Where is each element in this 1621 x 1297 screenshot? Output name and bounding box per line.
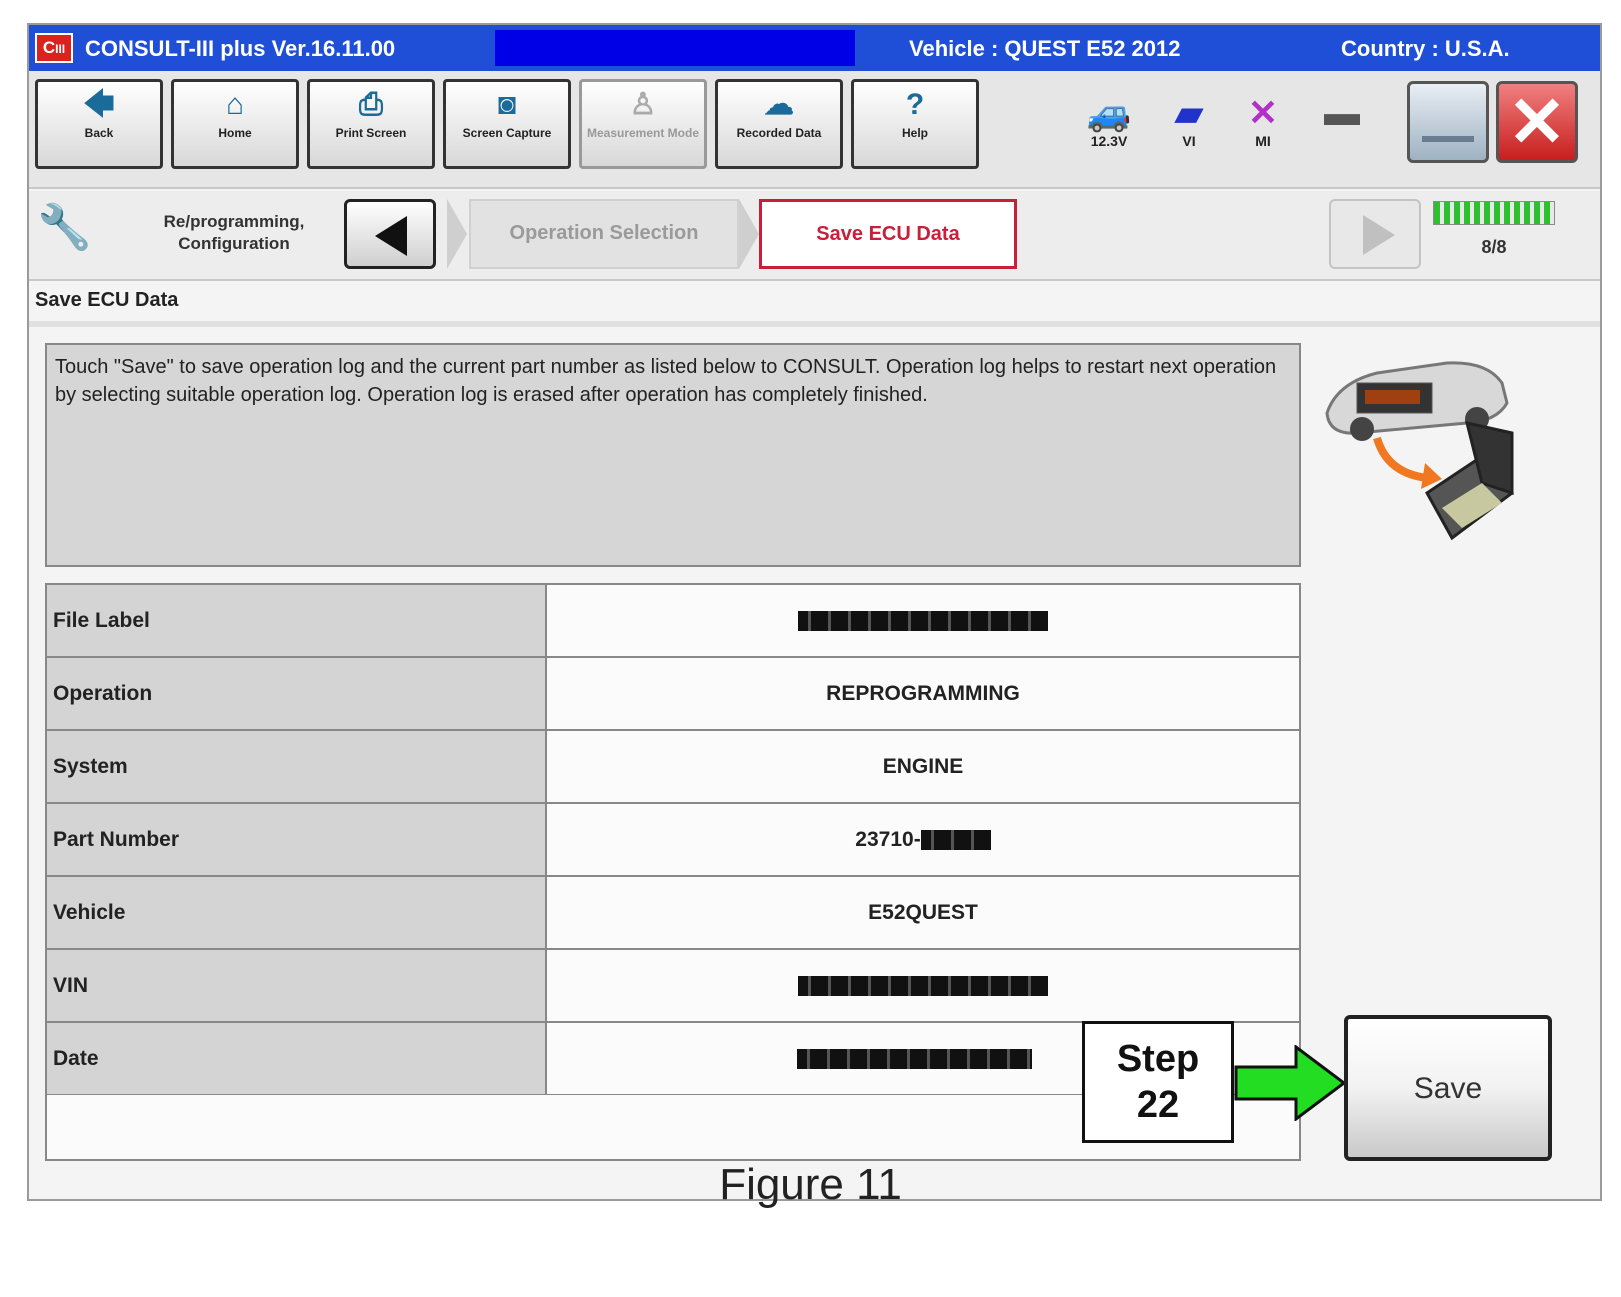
nav-next-button[interactable] (1329, 199, 1421, 269)
table-row (46, 657, 1300, 730)
breadcrumb-separator (447, 199, 467, 269)
row-label-file-label: File Label (46, 584, 546, 657)
step-callout-line2: 22 (1136, 1084, 1180, 1126)
home-icon: ⌂ (225, 88, 245, 121)
step-callout-line1: Step (1116, 1038, 1200, 1080)
help-icon: ? (905, 88, 925, 121)
back-button[interactable] (35, 79, 163, 169)
table-row (46, 730, 1300, 803)
table-row (46, 584, 1300, 657)
back-arrow-icon: 🡄 (83, 88, 115, 121)
row-value-part-number (546, 803, 1300, 876)
battery-indicator (1309, 93, 1375, 133)
section-title: Re/programming, Configuration (163, 212, 305, 253)
row-label-date: Date (46, 1022, 546, 1095)
car-to-laptop-icon (1317, 343, 1517, 553)
home-button-label: Home (218, 126, 252, 140)
vi-status (1159, 93, 1219, 149)
consult-window (27, 23, 1602, 1201)
measurement-icon: ♙ (629, 88, 657, 121)
close-icon: ✕ (1507, 83, 1567, 161)
row-value-operation: REPROGRAMMING (546, 657, 1300, 730)
camera-icon: ◙ (497, 88, 517, 121)
close-button[interactable] (1496, 81, 1578, 163)
row-label-operation: Operation (46, 657, 546, 730)
redacted-value (797, 1049, 1032, 1069)
figure-caption: Figure 11 (719, 1160, 902, 1209)
measurement-mode-label: Measurement Mode (586, 126, 700, 140)
table-row (46, 949, 1300, 1022)
reprogramming-tools-icon: 🔧 (37, 203, 92, 252)
breadcrumb-separator (739, 199, 759, 269)
battery-status (1069, 93, 1149, 149)
help-button-label: Help (901, 126, 928, 140)
step-progress-bar (1433, 201, 1555, 225)
measurement-mode-button[interactable] (579, 79, 707, 169)
save-button[interactable]: Save (1344, 1015, 1552, 1161)
content-title: Save ECU Data (35, 289, 179, 311)
print-screen-label: Print Screen (335, 126, 407, 140)
consult-logo-icon: CIII (35, 33, 73, 63)
table-row (46, 803, 1300, 876)
navigation-bar (29, 191, 1600, 281)
toolbar (29, 71, 1600, 189)
mi-status (1233, 93, 1293, 149)
back-button-label: Back (84, 126, 114, 140)
car-icon: 🚙 (1086, 92, 1132, 133)
help-button[interactable] (851, 79, 979, 169)
printer-icon: ⎙ (359, 88, 383, 121)
mi-label: MI (1255, 133, 1271, 149)
row-label-vin: VIN (46, 949, 546, 1022)
row-label-system: System (46, 730, 546, 803)
recorded-data-button[interactable] (715, 79, 843, 169)
row-value-vin (546, 949, 1300, 1022)
breadcrumb-save-ecu-data: Save ECU Data (759, 199, 1017, 269)
title-progress-bar (495, 30, 855, 66)
row-value-system: ENGINE (546, 730, 1300, 803)
screen-capture-label: Screen Capture (462, 126, 552, 140)
vi-label: VI (1182, 133, 1196, 149)
divider (29, 321, 1600, 327)
row-value-file-label (546, 584, 1300, 657)
screen-capture-button[interactable] (443, 79, 571, 169)
step-callout (1082, 1021, 1234, 1143)
step-counter: 8/8 (1481, 237, 1507, 257)
table-row (46, 876, 1300, 949)
breadcrumb-operation-selection[interactable]: Operation Selection (469, 199, 739, 269)
instruction-message: Touch "Save" to save operation log and the current part number as listed below to CONSULT. Operation log helps to restart next operation by selecting suitable operation log. Operation log is erased after operation has completely finished. (45, 343, 1301, 567)
ecu-data-table (45, 583, 1301, 1096)
row-label-part-number: Part Number (46, 803, 546, 876)
part-number-prefix: 23710- (855, 827, 921, 851)
title-bar (29, 25, 1600, 71)
home-button[interactable] (171, 79, 299, 169)
redacted-value (921, 830, 991, 850)
vi-connector-icon: ▰ (1175, 92, 1203, 133)
app-title: CONSULT-III plus Ver.16.11.00 (85, 36, 396, 61)
country-info: Country : U.S.A. (1341, 36, 1510, 61)
recorded-data-label: Recorded Data (736, 126, 822, 140)
row-value-vehicle: E52QUEST (546, 876, 1300, 949)
mi-disconnected-icon: ✕ (1247, 92, 1279, 133)
redacted-value (798, 611, 1048, 631)
redacted-value (798, 976, 1048, 996)
nav-previous-button[interactable] (344, 199, 436, 269)
vehicle-info: Vehicle : QUEST E52 2012 (909, 36, 1181, 61)
battery-voltage: 12.3V (1090, 133, 1128, 149)
green-arrow-icon (1234, 1045, 1348, 1121)
print-screen-button[interactable] (307, 79, 435, 169)
minimize-button[interactable] (1407, 81, 1489, 163)
battery-icon: ▬ (1324, 92, 1360, 133)
row-label-vehicle: Vehicle (46, 876, 546, 949)
recorded-data-icon: ☁ (764, 88, 794, 121)
